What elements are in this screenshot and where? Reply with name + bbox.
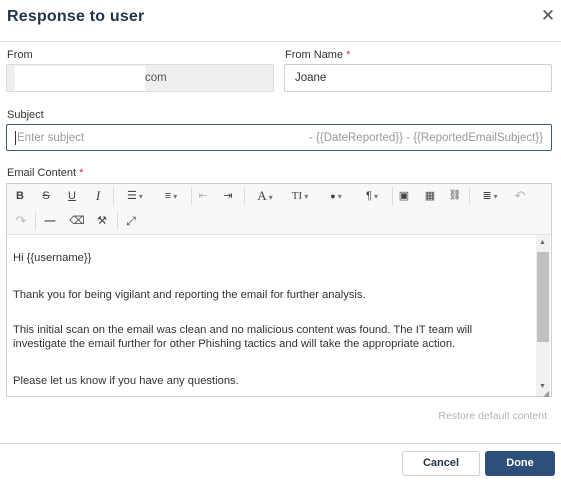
bullet-list-icon[interactable]: ☰ ▾: [127, 190, 143, 202]
from-name-label-text: From Name: [285, 49, 344, 61]
insert-image-icon[interactable]: ▣: [398, 190, 410, 202]
text-caret: [15, 131, 16, 145]
align-icon[interactable]: ≣ ▾: [482, 190, 498, 202]
format-painter-icon[interactable]: ⚒: [97, 215, 107, 227]
dialog-header: [0, 0, 561, 42]
toolbar-divider: [244, 187, 245, 205]
from-name-input[interactable]: Joane: [284, 64, 552, 92]
indent-icon[interactable]: ⇥: [223, 190, 233, 202]
scroll-up-icon[interactable]: ▲: [539, 239, 546, 246]
strikethrough-icon[interactable]: S: [42, 190, 50, 202]
toolbar-divider: [113, 187, 114, 205]
greeting-paragraph: Hi {{username}}: [13, 252, 92, 264]
redo-icon[interactable]: ↷: [15, 213, 27, 228]
insert-link-icon[interactable]: ⛓: [448, 190, 462, 201]
toolbar-divider: [392, 187, 393, 205]
toolbar-divider: [469, 187, 470, 205]
resize-handle-icon[interactable]: ◢: [543, 389, 550, 398]
subject-input[interactable]: [6, 124, 552, 151]
questions-paragraph: Please let us know if you have any questions.: [13, 375, 239, 387]
toolbar-divider: [191, 187, 192, 205]
subject-suffix: - {{DateReported}} - {{ReportedEmailSubject}}: [309, 132, 543, 144]
from-redaction: [15, 66, 145, 91]
paragraph-format-icon[interactable]: ¶ ▾: [366, 190, 378, 202]
thank-you-paragraph: Thank you for being vigilant and reporting the email for further analysis.: [13, 289, 366, 301]
from-name-label: [285, 49, 350, 61]
bold-icon[interactable]: B: [16, 190, 24, 202]
scrollbar-thumb[interactable]: [537, 252, 549, 342]
font-family-icon[interactable]: A ▾: [257, 188, 273, 203]
numbered-list-icon[interactable]: ≡ ▾: [164, 190, 178, 202]
toolbar-divider: [35, 212, 36, 230]
dialog-title: Response to user: [7, 8, 145, 25]
from-label: From: [7, 49, 33, 61]
fullscreen-icon[interactable]: ⤢: [126, 214, 136, 228]
text-color-icon[interactable]: ● ▾: [330, 191, 342, 201]
toolbar-divider: [117, 212, 118, 230]
scroll-down-icon[interactable]: ▼: [539, 383, 546, 390]
scan-result-paragraph: This initial scan on the email was clean and no malicious content was found. The IT team will investigate the email further for other Phishing tactics and will take the appropriate action.: [13, 324, 473, 350]
email-content-label-text: Email Content: [7, 167, 77, 179]
underline-icon[interactable]: U: [68, 190, 76, 202]
content-scrollbar[interactable]: [536, 235, 550, 396]
horizontal-line-icon[interactable]: —: [44, 215, 56, 227]
outdent-icon[interactable]: ⇤: [198, 190, 208, 202]
from-field: [6, 64, 274, 92]
dialog-footer: [0, 443, 561, 484]
done-button[interactable]: Done: [485, 451, 555, 476]
subject-placeholder: Enter subject: [17, 132, 85, 144]
cancel-button[interactable]: Cancel: [402, 451, 480, 476]
clear-formatting-icon[interactable]: ⌫: [69, 215, 85, 227]
undo-icon[interactable]: ↶: [514, 188, 526, 203]
email-content-body[interactable]: [7, 235, 535, 396]
close-icon[interactable]: ✕: [540, 6, 556, 25]
insert-table-icon[interactable]: ▦: [424, 190, 436, 202]
required-mark: *: [79, 167, 84, 179]
from-value: com: [145, 72, 167, 84]
rich-text-editor: [6, 183, 552, 397]
font-size-icon[interactable]: TI ▾: [291, 190, 309, 202]
italic-icon[interactable]: I: [95, 188, 101, 203]
email-content-label: [7, 167, 83, 179]
editor-toolbar: [7, 184, 551, 235]
subject-label: Subject: [7, 109, 44, 121]
restore-default-link[interactable]: Restore default content: [438, 410, 547, 422]
required-mark: *: [346, 49, 351, 61]
